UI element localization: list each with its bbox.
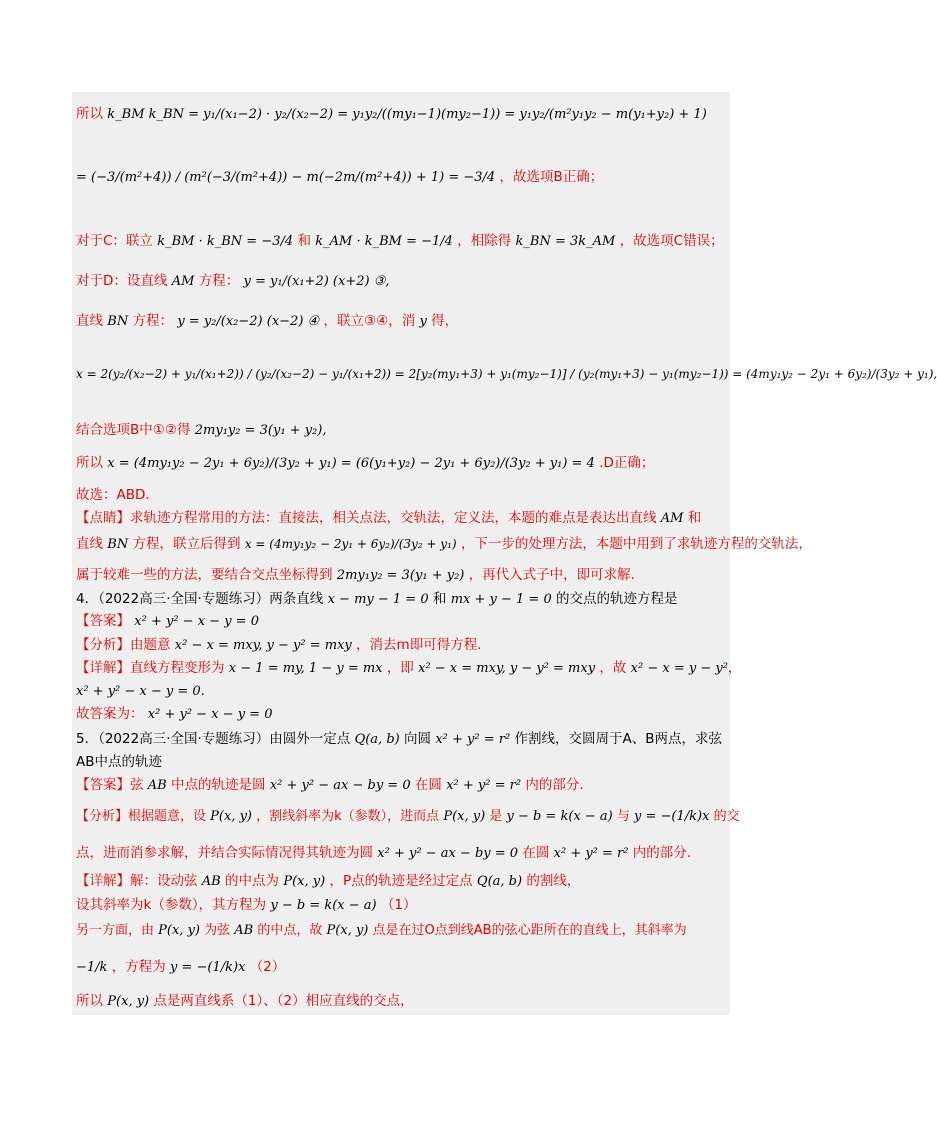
problem-5-detail-5 <box>76 992 414 1011</box>
problem-5-answer <box>76 776 584 795</box>
line-dianjing-3 <box>76 566 635 585</box>
formula: x − my − 1 = 0 <box>327 592 429 607</box>
text: 和 <box>297 233 311 249</box>
formula: y = y₁/(x₁+2) (x+2) ③, <box>243 274 390 289</box>
text: 向圆 <box>404 731 432 747</box>
text: 设其斜率为k（参数），其方程为 <box>76 897 267 913</box>
text: ，再代入式子中，即可求解. <box>468 567 635 583</box>
text: 点是两直线系（1）、（2）相应直线的交点， <box>153 993 414 1009</box>
text: ，方程为 <box>111 959 166 975</box>
text: 是 <box>489 809 503 824</box>
formula: x² + y² = r² <box>446 778 522 793</box>
text: 的交点的轨迹方程是 <box>556 591 678 607</box>
formula: BN <box>107 537 129 552</box>
formula: AB <box>147 778 167 793</box>
text: 根据题意，设 <box>128 809 207 824</box>
text: 求轨迹方程常用的方法：直接法，相关点法，交轨法，定义法，本题的难点是表达出直线 <box>130 510 657 526</box>
formula: k_AM · k_BM = −1/4 <box>315 234 453 249</box>
formula: mx + y − 1 = 0 <box>450 592 552 607</box>
problem-4-detail-2 <box>76 682 205 701</box>
formula: x² + y² − ax − by = 0 <box>377 846 519 861</box>
formula: P(x, y) <box>326 923 369 938</box>
text: ，联立③④，消 <box>323 313 416 329</box>
text: 方程，联立后得到 <box>132 536 241 552</box>
tag-answer: 【答案】 <box>76 613 130 629</box>
text: 内的部分. <box>632 845 692 861</box>
text: ，下一步的处理方法，本题中用到了求轨迹方程的交轨法， <box>460 536 812 552</box>
formula: P(x, y) <box>443 809 486 824</box>
text: 直线 <box>76 536 103 552</box>
text: 对于C：联立 <box>76 233 153 249</box>
text: 直线方程变形为 <box>130 660 225 676</box>
line-bn-equation <box>76 312 458 331</box>
formula: AB <box>201 874 221 889</box>
line-option-b <box>76 168 603 187</box>
problem-4-answer <box>76 612 259 631</box>
line-combine-b <box>76 421 326 440</box>
problem-5-detail-4 <box>76 958 285 977</box>
formula-kbm-kbn: k_BM k_BN = y₁/(x₁−2) · y₂/(x₂−2) = y₁y₂/((my₁−1)(my₂−1)) = y₁y₂/(m²y₁y₂ − m(y₁+y₂) + 1) <box>107 107 707 122</box>
text: ，P点的轨迹是经过定点 <box>329 873 473 889</box>
text: 5．（2022高三·全国·专题练习）由圆外一定点 <box>76 731 351 747</box>
text: 在圆 <box>522 845 550 861</box>
line-kbm-kbn <box>76 105 707 124</box>
formula: −1/k <box>76 960 108 975</box>
text: 点是在过O点到线AB的弦心距所在的直线上，其斜率为 <box>372 923 687 938</box>
tag-analysis: 【分析】 <box>76 637 130 653</box>
line-dianjing-2 <box>76 535 812 554</box>
text: ，割线斜率为k（参数），进而点 <box>256 809 440 824</box>
text: ，故 <box>599 660 627 676</box>
formula: y − b = k(x − a) <box>270 898 377 913</box>
text: 属于较难一些的方法，要结合交点坐标得到 <box>76 567 333 583</box>
formula: x = (4my₁y₂ − 2y₁ + 6y₂)/(3y₂ + y₁) = (6(y₁+y₂) − 2y₁ + 6y₂)/(3y₂ + y₁) = 4 <box>107 456 595 471</box>
tag-analysis: 【分析】 <box>76 809 129 824</box>
line-option-c <box>76 232 724 251</box>
text: 方程： <box>198 273 240 289</box>
text: 中点的轨迹是圆 <box>171 777 266 793</box>
formula: k_BM · k_BN = −3/4 <box>157 234 294 249</box>
formula: x² + y² − ax − by = 0 <box>269 778 411 793</box>
formula: y <box>419 314 427 329</box>
formula: x² + y² = r² <box>435 732 511 747</box>
text-prefix: 所以 <box>76 106 103 122</box>
formula: AB <box>234 923 254 938</box>
text: .D正确； <box>599 455 655 471</box>
formula: x² + y² − x − y = 0 <box>147 707 273 722</box>
text: 为弦 <box>204 923 231 938</box>
formula-option-b: = (−3/(m²+4)) / (m²(−3/(m²+4)) − m(−2m/(m²+4)) + 1) = −3/4 <box>76 170 496 185</box>
text: 的割线， <box>526 873 581 889</box>
problem-5-analysis-2 <box>76 844 691 863</box>
formula: Q(a, b) <box>476 874 523 889</box>
text: 由题意 <box>130 637 171 653</box>
text: 点，进而消参求解，并结合实际情况得其轨迹为圆 <box>76 845 373 861</box>
tag-detail: 【详解】 <box>76 660 130 676</box>
line-option-d <box>76 272 389 291</box>
text: 的交 <box>713 809 740 824</box>
problem-4-detail <box>76 659 741 678</box>
text: 解：设动弦 <box>130 873 198 889</box>
text-option-b-conclusion: ，故选项B正确； <box>499 169 604 185</box>
line-x-expression <box>76 365 937 383</box>
formula: x = (4my₁y₂ − 2y₁ + 6y₂)/(3y₂ + y₁) <box>244 537 457 551</box>
text: ，相除得 <box>457 233 512 249</box>
formula: AM <box>660 511 684 526</box>
formula: Q(a, b) <box>354 732 400 747</box>
text: 对于D：设直线 <box>76 273 168 289</box>
formula: k_BN = 3k_AM <box>515 234 616 249</box>
text: 直线 <box>76 313 103 329</box>
formula: 2my₁y₂ = 3(y₁ + y₂) <box>336 568 465 583</box>
formula: y = −(1/k)x <box>170 960 246 975</box>
problem-4-statement <box>76 590 678 609</box>
line-answer-abd <box>76 486 150 504</box>
text: （1） <box>380 897 417 913</box>
formula: P(x, y) <box>158 923 200 938</box>
formula: y = −(1/k)x <box>634 809 710 824</box>
formula: 2my₁y₂ = 3(y₁ + y₂), <box>194 423 327 438</box>
formula: x² − x = mxy, y − y² = mxy <box>174 638 352 653</box>
formula: P(x, y) <box>107 994 150 1009</box>
formula: P(x, y) <box>210 809 253 824</box>
line-dianjing <box>76 509 701 528</box>
text: 4．（2022高三·全国·专题练习）两条直线 <box>76 591 324 607</box>
problem-5-analysis <box>76 808 740 826</box>
problem-5-detail <box>76 872 580 891</box>
text: ，即 <box>386 660 414 676</box>
problem-4-final <box>76 705 272 724</box>
formula: BN <box>107 314 129 329</box>
text: 方程： <box>132 313 174 329</box>
text: ，故选项C错误； <box>619 233 724 249</box>
formula-x-expression: x = 2(y₂/(x₂−2) + y₁/(x₁+2)) / (y₂/(x₂−2) − y₁/(x₁+2)) = 2[y₂(my₁+3) + y₁(my₂−1)] / (y₂(my₁+3) − y₁(my₂−1)) = (4my₁y₂ − 2y₁ + 6y₂)/(3y₂ + y₁), <box>76 367 937 381</box>
text: 与 <box>616 809 630 824</box>
formula: x² − x = mxy, y − y² = mxy <box>418 661 596 676</box>
formula: x − 1 = my, 1 − y = mx <box>228 661 383 676</box>
text: AB中点的轨迹 <box>76 754 162 770</box>
problem-5-detail-3 <box>76 922 687 940</box>
text: 所以 <box>76 455 103 471</box>
problem-5-statement-2 <box>76 753 162 771</box>
text-answer: 故选：ABD. <box>76 487 150 503</box>
formula: x² − x = y − y² <box>630 661 728 676</box>
line-x-equals-4 <box>76 454 654 473</box>
text: ， <box>727 660 742 676</box>
text: 在圆 <box>414 777 442 793</box>
text: 的中点为 <box>225 873 280 889</box>
formula: AM <box>171 274 195 289</box>
tag-detail: 【详解】 <box>76 873 130 889</box>
text: 弦 <box>130 777 144 793</box>
problem-4-analysis <box>76 636 482 655</box>
problem-5-statement <box>76 730 722 749</box>
text: 故答案为： <box>76 706 144 722</box>
formula: P(x, y) <box>283 874 326 889</box>
text: ，消去m即可得方程. <box>356 637 482 653</box>
text: 作割线，交圆周于A、B两点，求弦 <box>514 731 722 747</box>
text: 和 <box>432 591 447 607</box>
text: 内的部分. <box>525 777 584 793</box>
text: 得， <box>431 313 459 329</box>
formula: y − b = k(x − a) <box>506 809 613 824</box>
formula: x² + y² − x − y = 0. <box>76 684 205 699</box>
text: （2） <box>249 959 286 975</box>
formula: x² + y² − x − y = 0 <box>134 614 259 629</box>
text: 所以 <box>76 993 103 1009</box>
tag-dianjing: 【点睛】 <box>76 510 130 526</box>
formula: x² + y² = r² <box>553 846 629 861</box>
problem-5-detail-2 <box>76 896 417 915</box>
tag-answer: 【答案】 <box>76 777 130 793</box>
text: 另一方面，由 <box>76 923 155 938</box>
text: 的中点，故 <box>257 923 323 938</box>
formula: y = y₂/(x₂−2) (x−2) ④ <box>177 314 320 329</box>
text: 和 <box>687 510 702 526</box>
text: 结合选项B中①②得 <box>76 422 191 438</box>
